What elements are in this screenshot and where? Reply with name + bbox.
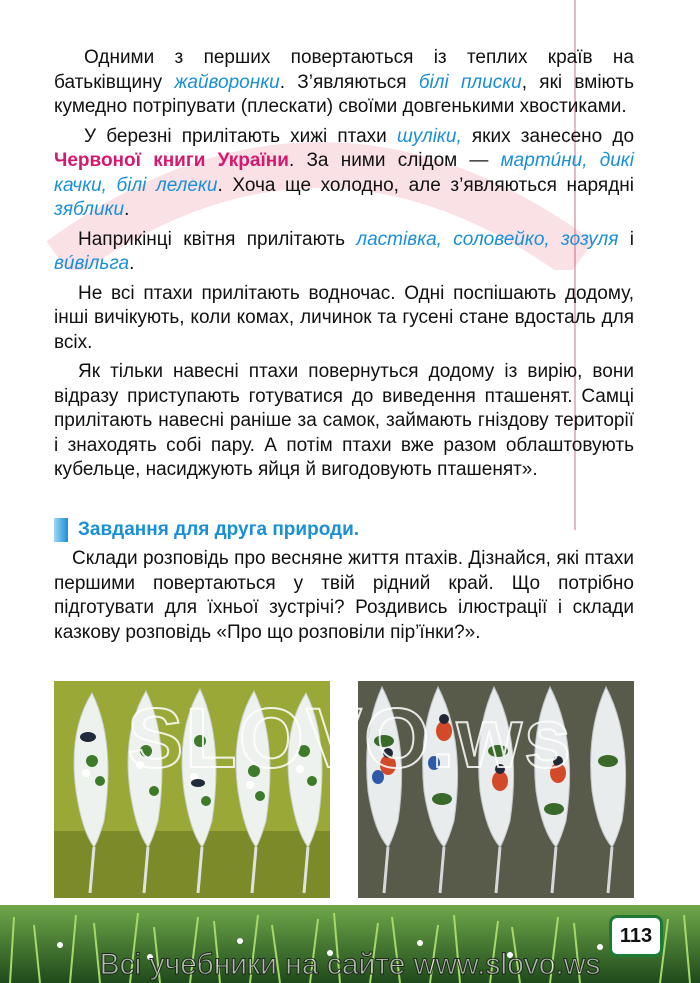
paragraph-text: яких занесено до (461, 125, 635, 147)
paragraph-text: , які вміють кумедно потріпувати (плескати) своїми довгенькими хвостиками. (54, 71, 634, 117)
term-gulls-ducks-storks: мартúни, дикі качки, білі лелеки (54, 150, 634, 196)
article-text (54, 46, 634, 483)
photo-painted-feathers-bullfinches (358, 681, 634, 898)
red-book-title: Червоної книги України (54, 150, 289, 171)
paragraph-text: і (618, 228, 634, 250)
paragraph-text: . (124, 199, 130, 220)
paragraph-march-birds (54, 125, 634, 223)
photo-watermark: SLOVO.ws (127, 691, 573, 785)
term-swallow-nightingale-cuckoo: ластівка, соловейко, зозуля (356, 228, 619, 250)
term-skylarks: жайворонки (174, 71, 280, 93)
paragraph-text: . (129, 253, 135, 274)
task-marker-icon (54, 518, 68, 542)
term-oriole: вúвільга (54, 253, 130, 274)
paragraph-text: . За ними слідом — (288, 150, 501, 171)
term-kites: шуліки, (396, 125, 462, 147)
footer-watermark: Всі учебники на сайте www.slovo.ws (99, 948, 601, 981)
page-number: 113 (609, 915, 663, 957)
term-white-wagtails: білі плиски (418, 71, 522, 93)
paragraph-april-birds (54, 228, 634, 277)
paragraph-text: Наприкінці квітня прилітають (78, 228, 357, 250)
task-heading (54, 517, 359, 543)
paragraph-first-birds (54, 46, 634, 120)
paragraph-text: . Хоча ще холодно, але з’являються нарядні (217, 174, 634, 196)
paragraph-not-all-at-once: Не всі птахи прилітають водночас. Одні поспішають додому, інші вичікують, коли комах, личинок та гусені стане вдосталь для всіх. (54, 282, 634, 353)
task-title: Завдання для друга природи. (78, 519, 360, 540)
paragraph-text: . З’являються (279, 71, 419, 93)
paragraph-text: Одними з перших повертаються із теплих країв на батьківщину (54, 47, 634, 93)
task-text: Склади розповідь про весняне життя птахів. Дізнайся, які птахи першими повертаються у твій рідний край. Що потрібно підготувати для їхньої зустрічі? Роздивись ілюстрації і склади казкову розповідь «Про що розповіли пір’їнки?». (54, 548, 634, 643)
paragraph-text: У березні прилітають хижі птахи (84, 125, 397, 147)
term-chaffinches: зяблики (54, 199, 125, 220)
paragraph-nesting: Як тільки навесні птахи повернуться додому із вирію, вони відразу приступають готуватися до виведення пташенят. Самці прилітають навесні раніше за самок, займають гніздову території і знаходять собі пару. А потім птахи вже разом облаштовують кубельце, насиджують яйця й вигодовують пташенят». (54, 361, 634, 480)
photo-painted-feathers-white-blossoms (54, 681, 330, 898)
